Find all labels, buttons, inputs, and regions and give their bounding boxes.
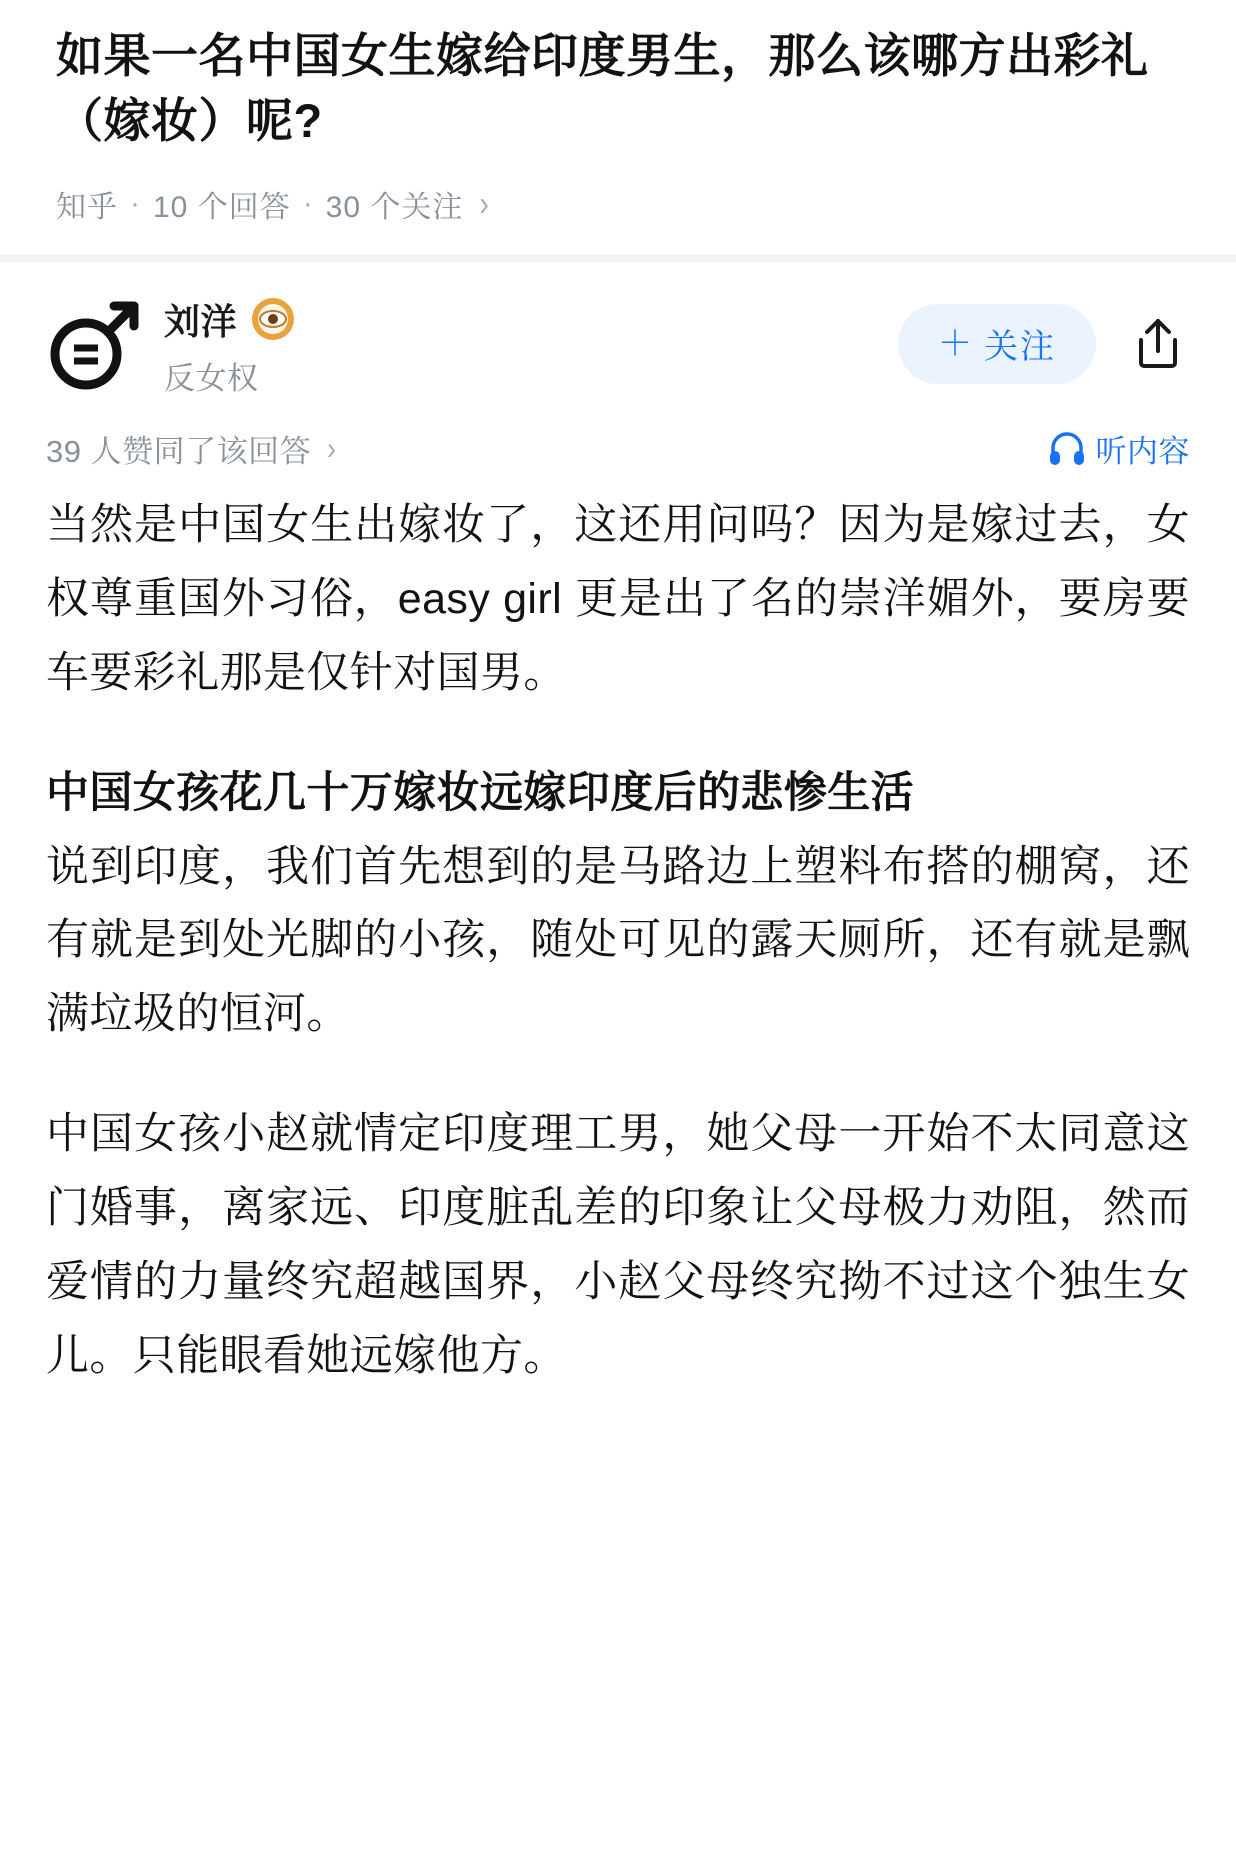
answer-body — [0, 471, 1236, 1434]
meta-separator-2: · — [302, 186, 314, 220]
follow-button-label: 关注 — [984, 328, 1056, 367]
voters-row — [46, 426, 1190, 471]
question-meta[interactable] — [56, 182, 1180, 226]
section-divider — [0, 254, 1236, 262]
author-description: 反女权 — [164, 360, 259, 396]
question-title: 如果一名中国女生嫁给印度男生，那么该哪方出彩礼（嫁妆）呢? — [56, 29, 1149, 147]
headphones-icon — [1048, 429, 1086, 467]
author-row — [46, 284, 1190, 404]
voters-count[interactable] — [46, 426, 336, 471]
follow-button[interactable] — [898, 304, 1096, 384]
plus-icon: ＋ — [938, 324, 974, 363]
chevron-right-icon: › — [327, 428, 337, 467]
avatar[interactable] — [46, 296, 142, 392]
author-texts — [164, 290, 898, 398]
eye-badge-icon — [251, 297, 295, 341]
question-followers-count: 30 个关注 — [325, 190, 464, 224]
answer-paragraph: 中国女孩小赵就情定印度理工男，她父母一开始不太同意这门婚事，离家远、印度脏乱差的印象让父母极力劝阻，然而爱情的力量终究超越国界，小赵父母终究拗不过这个独生女儿。只能眼看她远嫁他方。 — [46, 1110, 1190, 1381]
meta-separator-1: · — [130, 186, 141, 220]
question-answers-count: 10 个回答 — [153, 190, 291, 224]
answer-header — [0, 262, 1236, 471]
listen-button[interactable] — [1048, 426, 1191, 471]
author-name[interactable]: 刘洋 — [164, 300, 238, 342]
answer-subheading: 中国女孩花几十万嫁妆远嫁印度后的悲惨生活 — [46, 768, 914, 817]
answer-paragraph: 当然是中国女生出嫁妆了，这还用问吗？因为是嫁过去，女权尊重国外习俗，easy girl 更是出了名的崇洋媚外，要房要车要彩礼那是仅针对国男。 — [46, 500, 1190, 697]
share-icon[interactable] — [1126, 312, 1190, 376]
listen-label: 听内容 — [1095, 433, 1190, 469]
question-block — [0, 0, 1236, 254]
chevron-right-icon: › — [479, 183, 490, 223]
answer-paragraph: 说到印度，我们首先想到的是马路边上塑料布搭的棚窝，还有就是到处光脚的小孩，随处可见的露天厕所，还有就是飘满垃圾的恒河。 — [46, 842, 1190, 1039]
author-name-line — [164, 294, 898, 345]
voters-count-text: 39 人赞同了该回答 — [46, 433, 312, 469]
question-source: 知乎 — [56, 190, 118, 224]
